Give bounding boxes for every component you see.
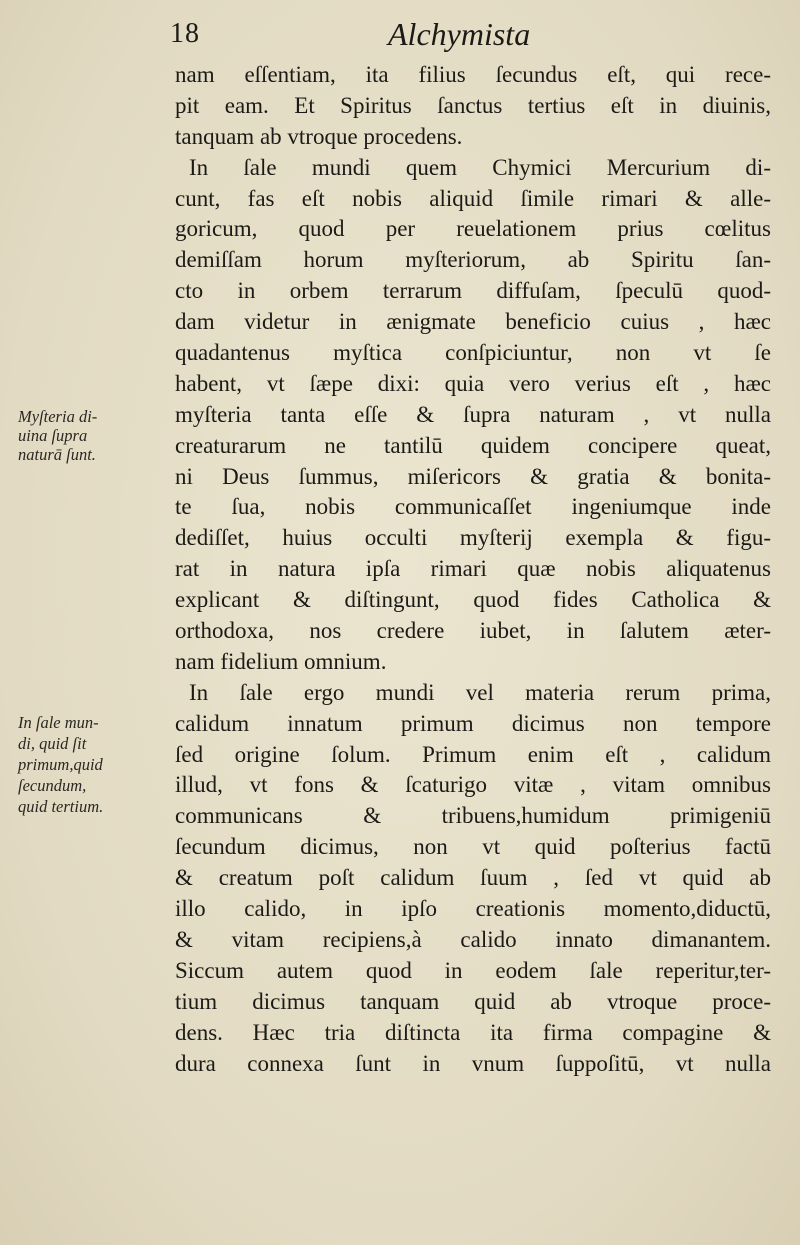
text-line: dam videtur in ænigmate beneficio cuius , hæc [175, 309, 771, 335]
main-text-block [175, 60, 771, 1079]
margin-note-line: di, quid ſit [18, 734, 87, 753]
text-line: calidum innatum primum dicimus non tempore [175, 710, 771, 736]
text-line: cunt, fas eſt nobis aliquid ſimile rimari & alle- [175, 185, 771, 211]
text-line: nam eſſentiam, ita filius ſecundus eſt, qui rece- [175, 62, 771, 87]
text-line: tanquam ab vtroque procedens. [175, 123, 463, 149]
margin-note-line: primum,quid [18, 755, 103, 774]
text-line: dens. Hæc tria diſtincta ita firma compagine & [175, 1019, 771, 1045]
text-line: quadantenus myſtica conſpiciuntur, non vt ſe [175, 340, 771, 366]
page-number: 18 [170, 18, 200, 49]
text-line: Siccum autem quod in eodem ſale reperitur,ter- [175, 957, 771, 983]
text-line: & creatum poſt calidum ſuum , ſed vt quid ab [175, 865, 771, 891]
margin-note-in-sale-mundi [18, 712, 176, 817]
text-line: pit eam. Et Spiritus ſanctus tertius eſt in diuinis, [175, 92, 771, 118]
text-line: communicans & tribuens,humidum primigeniū [175, 803, 771, 829]
text-line: ſecundum dicimus, non vt quid poſterius factū [175, 834, 771, 860]
text-line: habent, vt ſæpe dixi: quia vero verius eſt , hæc [175, 370, 771, 396]
text-line: explicant & diſtingunt, quod fides Catholica & [175, 587, 771, 613]
text-line: nam fidelium omnium. [175, 648, 387, 674]
text-line: dediſſet, huius occulti myſterij exempla & figu- [175, 525, 771, 551]
margin-note-line: Myſteria di- [18, 407, 98, 426]
text-line: te ſua, nobis communicaſſet ingeniumque inde [175, 494, 771, 520]
margin-note-mysteria [18, 407, 176, 464]
text-line: ſed origine ſolum. Primum enim eſt , calidum [175, 741, 771, 767]
text-line: & vitam recipiens,à calido innato dimanantem. [175, 926, 771, 952]
text-line: goricum, quod per reuelationem prius cœlitus [175, 216, 771, 242]
text-line: In ſale ergo mundi vel materia rerum prima, [189, 679, 771, 705]
running-title: Alchymista [388, 16, 531, 52]
margin-note-line: naturā ſunt. [18, 445, 96, 464]
text-line: illud, vt fons & ſcaturigo vitæ , vitam omnibus [175, 772, 771, 798]
text-line: myſteria tanta eſſe & ſupra naturam , vt nulla [175, 401, 771, 427]
margin-note-line: In ſale mun- [18, 713, 99, 732]
text-line: In ſale mundi quem Chymici Mercurium di- [189, 154, 771, 180]
text-line: ni Deus ſummus, miſericors & gratia & bonita- [175, 463, 771, 489]
text-line: cto in orbem terrarum diffuſam, ſpeculū quod- [175, 278, 771, 304]
text-line: demiſſam horum myſteriorum, ab Spiritu ſan- [175, 247, 771, 273]
margin-note-line: uina ſupra [18, 426, 88, 445]
text-line: tium dicimus tanquam quid ab vtroque proce- [175, 988, 771, 1014]
text-line: creaturarum ne tantilū quidem concipere queat, [175, 432, 771, 458]
text-line: illo calido, in ipſo creationis momento,diductū, [175, 896, 771, 922]
text-line: rat in natura ipſa rimari quæ nobis aliquatenus [175, 556, 771, 582]
text-line: orthodoxa, nos credere iubet, in ſalutem æter- [175, 618, 771, 644]
margin-note-line: quid tertium. [18, 797, 104, 816]
margin-note-line: ſecundum, [18, 776, 87, 795]
page-header [0, 18, 800, 58]
text-line: dura connexa ſunt in vnum ſuppoſitū, vt nulla [175, 1050, 771, 1076]
